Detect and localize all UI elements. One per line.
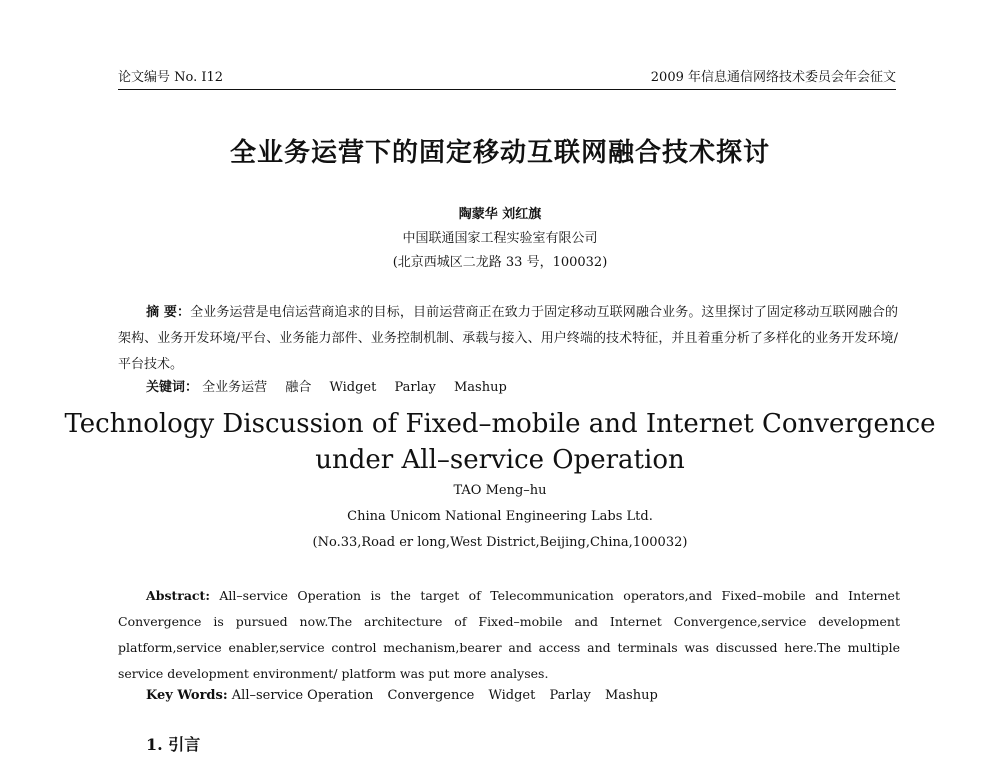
chinese-authors: 陶蒙华 刘红旗 [458,207,542,222]
english-author: TAO Meng–hu [453,483,547,498]
english-affiliation: China Unicom National Engineering Labs Ltd. [347,509,653,524]
header-divider [118,89,896,90]
conference-name: 2009 年信息通信网络技术委员会年会征文 [650,70,896,85]
keyword: 全业务运营 [202,380,268,395]
chinese-affiliation: 中国联通国家工程实验室有限公司 [402,231,598,246]
keyword: Parlay [394,380,436,395]
chinese-address: (北京西城区二龙路 33 号，100032) [392,255,608,270]
english-abstract-label: Abstract: [146,588,210,603]
keyword: Widget [488,688,536,703]
keyword: Widget [329,380,377,395]
chinese-abstract [118,300,898,378]
keyword: Mashup [454,380,507,395]
english-title [0,406,1000,478]
chinese-title: 全业务运营下的固定移动互联网融合技术探讨 [229,138,770,168]
paper-number: 论文编号 No. I12 [118,70,224,85]
english-address: (No.33,Road er long,West District,Beijing,China,100032) [312,535,688,550]
keyword: Parlay [549,688,591,703]
chinese-abstract-label: 摘 要： [146,305,191,320]
section-heading-introduction: 1. 引言 [146,735,201,754]
english-title-line-1: Technology Discussion of Fixed–mobile and Internet Convergence [64,409,936,439]
keyword: All–service Operation [231,688,374,703]
english-title-line-2: under All–service Operation [315,445,685,475]
chinese-keywords-label: 关键词： [146,380,199,395]
running-header [118,66,896,88]
english-abstract-text: All–service Operation is the target of Telecommunication operators,and Fixed–mobile and Internet Convergence is pursued now.The architecture of Fixed–mobile and Internet Convergence,service development platform,service enabler,service control mechanism,bearer and access and terminals was discussed here.The multiple service development environment/ platform was put more analyses. [118,588,900,681]
keyword: Mashup [604,688,658,703]
english-keywords [146,688,668,703]
keyword: Convergence [387,688,475,703]
english-keywords-label: Key Words: [146,688,228,703]
english-abstract [118,583,900,687]
chinese-abstract-text: 全业务运营是电信运营商追求的目标，目前运营商正在致力于固定移动互联网融合业务。这里探讨了固定移动互联网融合的架构、业务开发环境/平台、业务能力部件、业务控制机制、承载与接入、用户终端的技术特征，并且着重分析了多样化的业务开发环境/平台技术。 [118,305,898,372]
keyword: 融合 [285,380,312,395]
chinese-keywords [146,376,521,395]
